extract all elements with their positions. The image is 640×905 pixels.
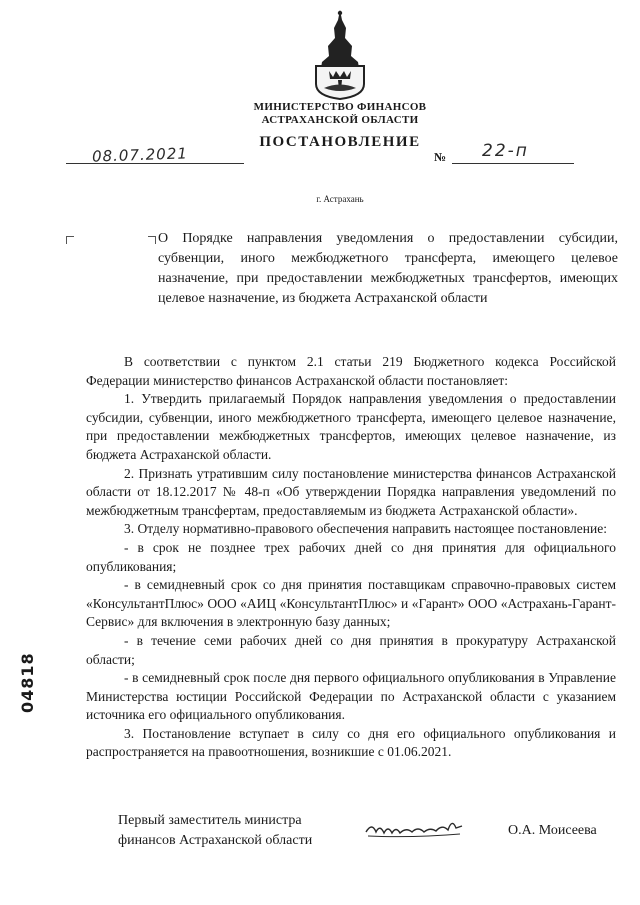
decree-subject: О Порядке направления уведомления о предоставлении субсидии, субвенции, иного межбюджетного трансферта, имеющего целевое назначение, при предоставлении межбюджетных трансфертов, имеющих целевое назначение, из бюджета Астраханской области <box>158 231 618 306</box>
clause-3-item-publication: - в срок не позднее трех рабочих дней со дня принятия для официального опубликования; <box>86 539 616 574</box>
astrakhan-coat-of-arms-icon <box>312 8 368 100</box>
preamble-paragraph: В соответствии с пунктом 2.1 статьи 219 Бюджетного кодекса Российской Федерации министерство финансов Астраханской области постановляет: <box>86 354 616 388</box>
clause-2-paragraph: 2. Признать утратившим силу постановление министерства финансов Астраханской области от 18.12.2017 № 48-п «Об утверждении Порядка направления уведомлений по межбюджетным трансфертам, предоставляемым из бюджета Астраханской области». <box>86 465 616 518</box>
signer-position-line1: Первый заместитель министра <box>118 813 302 828</box>
signer-position <box>118 811 312 851</box>
signer-name: О.А. Моисеева <box>508 823 597 838</box>
signer-position-line2: финансов Астраханской области <box>118 833 313 848</box>
clause-3-item-justice-ministry: - в семидневный срок после дня первого официального опубликования в Управление Министерства юстиции Российской Федерации по Астраханской области с указанием источника его официального опубликования. <box>86 670 616 723</box>
document-type-title: ПОСТАНОВЛЕНИЕ <box>259 134 421 150</box>
handwritten-signature-icon <box>362 812 472 842</box>
decree-body <box>86 353 616 762</box>
clause-1-paragraph: 1. Утвердить прилагаемый Порядок направления уведомления о предоставлении субсидии, субвенции, иного межбюджетного трансферта, имеющего целевое назначение, при предоставлении межбюджетных трансфертов, имеющих целевое назначение, из бюджета Астраханской области. <box>86 391 616 462</box>
clause-entry-into-force-paragraph: 3. Постановление вступает в силу со дня его официального опубликования и распространяется на правоотношения, возникшие с 01.06.2021. <box>86 725 616 760</box>
clause-3-item-prosecutor: - в течение семи рабочих дней со дня принятия в прокуратуру Астраханской области; <box>86 632 616 667</box>
number-sign: № <box>434 150 447 164</box>
side-registration-number: 04818 <box>18 652 37 713</box>
decree-date: 08.07.2021 <box>91 144 189 166</box>
number-underline <box>452 163 574 164</box>
decree-number: 22-п <box>482 141 529 161</box>
city-label: г. Астрахань <box>316 194 364 204</box>
subject-corner-mark-right <box>148 236 156 244</box>
subject-corner-mark-left <box>66 236 74 244</box>
clause-3-paragraph: 3. Отделу нормативно-правового обеспечения направить настоящее постановление: <box>124 521 607 537</box>
ministry-name-line1: МИНИСТЕРСТВО ФИНАНСОВ <box>253 101 427 113</box>
ministry-name-line2: АСТРАХАНСКОЙ ОБЛАСТИ <box>261 114 419 126</box>
clause-3-item-legal-systems: - в семидневный срок со дня принятия поставщикам справочно-правовых систем «КонсультантПлюс» ООО «АИЦ «КонсультантПлюс» и «Гарант» ООО «Астрахань-Гарант-Сервис» для включения в электронную базу данных; <box>86 577 616 630</box>
